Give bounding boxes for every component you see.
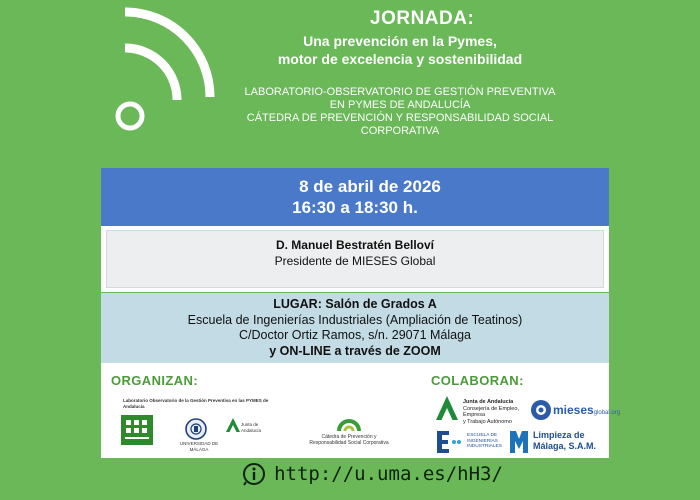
event-subtitle: Una prevención en la Pymes, motor de excelencia y sostenibilidad — [277, 33, 523, 67]
event-header — [100, 0, 700, 168]
info-url-link[interactable]: http://u.uma.es/hH3/ — [274, 463, 503, 485]
school-logo-icon — [435, 429, 461, 455]
online-info: ON-LINE a través de ZOOM — [279, 343, 441, 358]
uma-seal-icon — [183, 418, 209, 440]
lab-observatory-caption: Laboratorio Observatorio de la Gestión Preventiva en las PYMES de Andalucía — [123, 398, 269, 409]
junta-caption: Junta de Andalucía — [241, 422, 262, 433]
venue-building: Escuela de Ingenierías Industriales (Ampliación de Teatinos) — [187, 312, 523, 327]
mieses-name: miesesglobal.org — [553, 403, 621, 417]
speaker-role: Presidente de MIESES Global — [274, 254, 436, 268]
junta-andalucia-logo-icon — [435, 396, 459, 420]
catedra-caption: Cátedra de Prevención y Responsabilidad Social Corporativa — [309, 434, 389, 446]
school-name: ESCUELA DE INGENIERÍAS INDUSTRIALES — [467, 433, 502, 449]
logos-section — [101, 363, 621, 458]
limpieza-name: Limpieza de Málaga, S.A.M. — [533, 430, 597, 451]
venue-room: Salón de Grados A — [325, 297, 437, 311]
event-time: 16:30 a 18:30 h. — [292, 198, 418, 217]
venue-address: C/Doctor Ortiz Ramos, s/n. 29071 Málaga — [238, 328, 472, 342]
info-icon — [242, 462, 266, 486]
lab-logo-icon — [121, 415, 153, 445]
mieses-logo-icon — [530, 399, 552, 421]
organizers-label: ORGANIZAN: — [111, 373, 199, 388]
event-title: JORNADA: — [370, 8, 475, 29]
event-date-band — [101, 168, 609, 226]
junta-andalucia-name: Junta de Andalucía Consejería de Empleo, Empresa y Trabajo Autónomo — [463, 399, 519, 425]
limpieza-logo-icon — [508, 427, 530, 455]
speaker-name: D. Manuel Bestratén Belloví — [275, 238, 435, 252]
catedra-logo-icon — [337, 413, 361, 433]
organizing-bodies: LABORATORIO-OBSERVATORIO DE GESTIÓN PREVENTIVA EN PYMES DE ANDALUCÍA CÁTEDRA DE PREVENCIÓN Y RESPONSABILIDAD SOCIAL CORPORATIVA — [244, 86, 556, 137]
venue-section: LUGAR: Salón de Grados A Escuela de Ingenierías Industriales (Ampliación de Teatinos) C/Doctor Ortiz Ramos, s/n. 29071 Málaga y ON-LINE a través de ZOOM — [101, 293, 609, 363]
junta-andalucia-icon — [225, 418, 241, 432]
venue-label: LUGAR: — [273, 297, 322, 311]
uma-caption: UNIVERSIDAD DE MÁLAGA — [179, 441, 219, 452]
collaborators-label: COLABORAN: — [431, 373, 524, 388]
event-date: 8 de abril de 2026 — [299, 177, 441, 196]
info-link-row — [0, 462, 700, 498]
speaker-section — [101, 226, 609, 292]
